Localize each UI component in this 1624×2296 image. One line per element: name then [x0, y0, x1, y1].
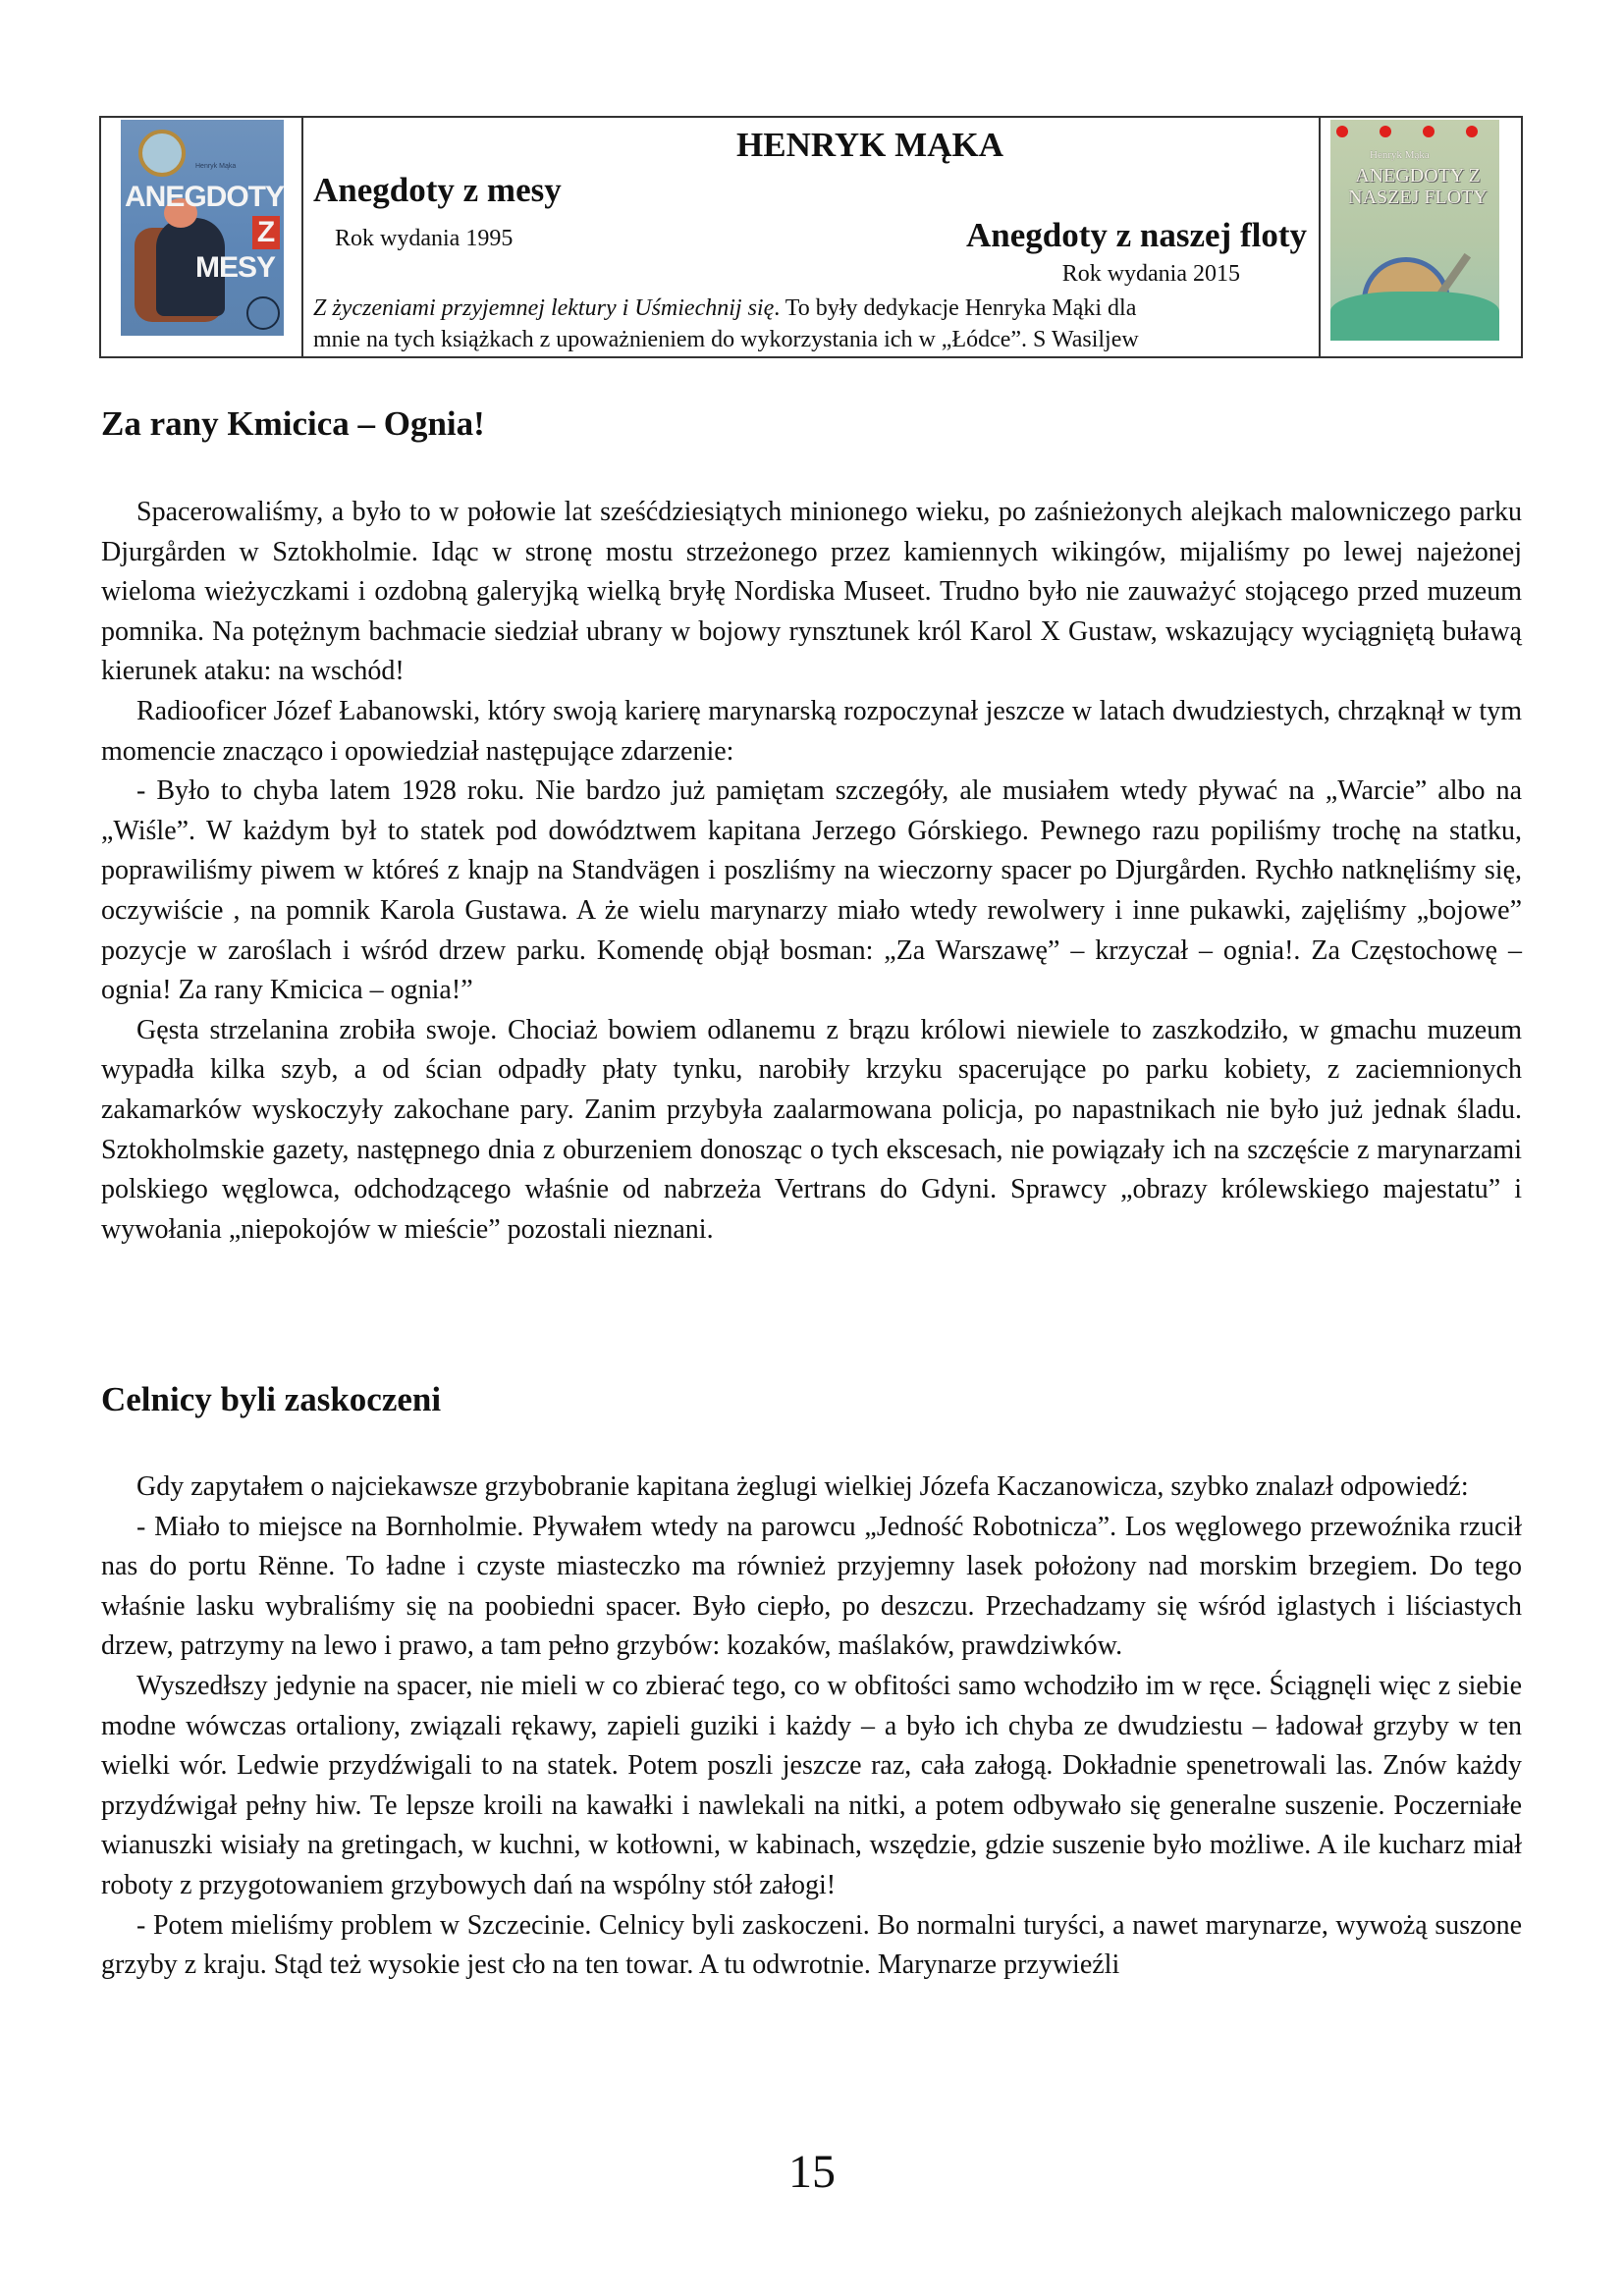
waves-illustration	[1330, 292, 1499, 341]
section-title-2: Celnicy byli zaskoczeni	[101, 1380, 442, 1418]
dedication-text-line-2: mnie na tych książkach z upoważnieniem do wykorzystania ich w „Łódce”. S Wasiljew	[313, 327, 1139, 352]
cover-author: Henryk Mąka	[195, 163, 237, 170]
cover-title-line-2: Z	[252, 216, 280, 249]
red-dot-icon	[1423, 126, 1435, 137]
book-year-1: Rok wydania 1995	[335, 226, 514, 251]
author-name: HENRYK MĄKA	[736, 126, 1003, 164]
paragraph: Gęsta strzelanina zrobiła swoje. Chociaż bowiem odlanemu z brązu królowi niewiele to zaszkodziło, w gmachu muzeum wypadła kilka szyb, a od ścian odpadły płaty tynku, narobiły krzyku spacerujące po parku kobiety, z zaciemnionych zakamarków wyskoczyły zakochane pary. Zanim przybyła zaalarmowana policja, po napastnikach nie było już jednak śladu. Sztokholmskie gazety, następnego dnia z oburzeniem donosząc o tych ekscesach, nie powiązały ich na szczęście z marynarzami polskiego węglowca, odchodzącego właśnie od nabrzeża Vertrans do Gdyni. Sprawcy „obrazy królewskiego majestatu” i wywołania „niepokojów w mieście” pozostali nieznani.	[101, 1014, 1522, 1245]
red-dot-icon	[1380, 126, 1391, 137]
book-year-2: Rok wydania 2015	[1061, 261, 1240, 287]
book-cover-anegdoty-z-mesy	[121, 120, 284, 336]
publisher-stamp-icon	[246, 296, 280, 330]
cover-title: ANEGDOTY Z NASZEJ FLOTY	[1348, 165, 1488, 208]
book-cover-anegdoty-z-naszej-floty	[1330, 120, 1499, 341]
header-cell-cover-1	[101, 118, 303, 356]
page-number: 15	[788, 2146, 836, 2198]
paragraph: Spacerowaliśmy, a było to w połowie lat sześćdziesiątych minionego wieku, po zaśnieżonych alejkach malowniczego parku Djurgården w Sztokholmie. Idąc w stronę mostu strzeżonego przez kamiennych wikingów, mijaliśmy po lewej najeżonej wieloma wieżyczkami i ozdobną galeryjką wielką bryłę Nordiska Museet. Trudno było nie zauważyć stojącego przed muzeum pomnika. Na potężnym bachmacie siedział ubrany w bojowy rynsztunek król Karol X Gustaw, wskazujący wyciągniętą buławą kierunek ataku: na wschód!	[101, 497, 1522, 687]
red-dot-icon	[1336, 126, 1348, 137]
paragraph: - Miało to miejsce na Bornholmie. Pływałem wtedy na parowcu „Jedność Robotnicza”. Los węglowego przewoźnika rzucił nas do portu Rënne. To ładne i czyste miasteczko ma również przyjemny lasek położony nad morskim brzegiem. Do tego właśnie lasku wybraliśmy się na poobiedni spacer. Było ciepło, po deszczu. Przechadzamy się wśród iglastych i liściastych drzew, patrzymy na lewo i prawo, a tam pełno grzybów: kozaków, maślaków, prawdziwków.	[101, 1511, 1522, 1662]
cover-title-line-1: ANEGDOTY	[125, 181, 284, 213]
header-cell-cover-2	[1319, 118, 1521, 356]
paragraph: - Potem mieliśmy problem w Szczecinie. Celnicy byli zaskoczeni. Bo normalni turyści, a nawet marynarze, wywożą suszone grzyby z kraju. Stąd też wysokie jest cło na ten towar. A tu odwrotnie. Marynarze przywieźli	[101, 1909, 1522, 1981]
dedication-text: . To były dedykacje Henryka Mąki dla	[774, 295, 1137, 321]
porthole-illustration	[138, 130, 186, 177]
header-table	[99, 116, 1523, 358]
cover-title-line-3: MESY	[195, 251, 276, 284]
book-title-2: Anegdoty z naszej floty	[965, 216, 1307, 254]
paragraph: Gdy zapytałem o najciekawsze grzybobranie kapitana żeglugi wielkiej Józefa Kaczanowicza, szybko znalazł odpowiedź:	[136, 1471, 1469, 1502]
book-title-1: Anegdoty z mesy	[313, 171, 562, 209]
dedication-note	[313, 293, 1309, 355]
section-1-text	[101, 493, 1522, 1250]
section-title-1: Za rany Kmicica – Ognia!	[101, 404, 485, 443]
red-dot-icon	[1466, 126, 1478, 137]
paragraph: Wyszedłszy jedynie na spacer, nie mieli w co zbierać tego, co w obfitości samo wchodziło im w ręce. Ściągnęli więc z siebie modne wówczas ortaliony, związali rękawy, zapieli guziki i każdy – a było ich chyba ze dwudziestu – ładował grzyby w ten wielki wór. Ledwie przydźwigali to na statek. Potem poszli jeszcze raz, cała załogą. Dokładnie spenetrowali las. Znów każdy przydźwigał pełny hiw. Te lepsze kroili na kawałki i nawlekali na nitki, a potem odbywało się generalne suszenie. Poczerniałe wianuszki wisiały na gretingach, w kuchni, w kotłowni, w kabinach, wszędzie, gdzie suszenie było możliwe. A ile kucharz miał roboty z przygotowaniem grzybowych dań na wspólny stół załogi!	[101, 1670, 1522, 1900]
dedication-italic: Z życzeniami przyjemnej lektury i Uśmiechnij się	[313, 295, 775, 321]
paragraph: - Było to chyba latem 1928 roku. Nie bardzo już pamiętam szczegóły, ale musiałem wtedy pływać na „Warcie” albo na „Wiśle”. W każdym był to statek pod dowództwem kapitana Jerzego Górskiego. Pewnego razu popiliśmy trochę na statku, poprawiliśmy piwem w któreś z knajp na Standvägen i poszliśmy na wieczorny spacer po Djurgården. Rychło natknęliśmy się, oczywiście , na pomnik Karola Gustawa. A że wielu marynarzy miało wtedy rewolwery i inne pukawki, zajęliśmy „bojowe” pozycje w zaroślach i wśród drzew parku. Komendę objął bosman: „Za Warszawę” – krzyczał – ognia!. Za Częstochowę – ognia! Za rany Kmicica – ognia!”	[101, 775, 1522, 1006]
cover-author: Henryk Mąka	[1370, 149, 1430, 161]
header-cell-info	[303, 118, 1319, 356]
paragraph: Radiooficer Józef Łabanowski, który swoją karierę marynarską rozpoczynał jeszcze w latach dwudziestych, chrząknął w tym momencie znacząco i opowiedział następujące zdarzenie:	[101, 695, 1522, 767]
section-2-text	[101, 1468, 1522, 1986]
